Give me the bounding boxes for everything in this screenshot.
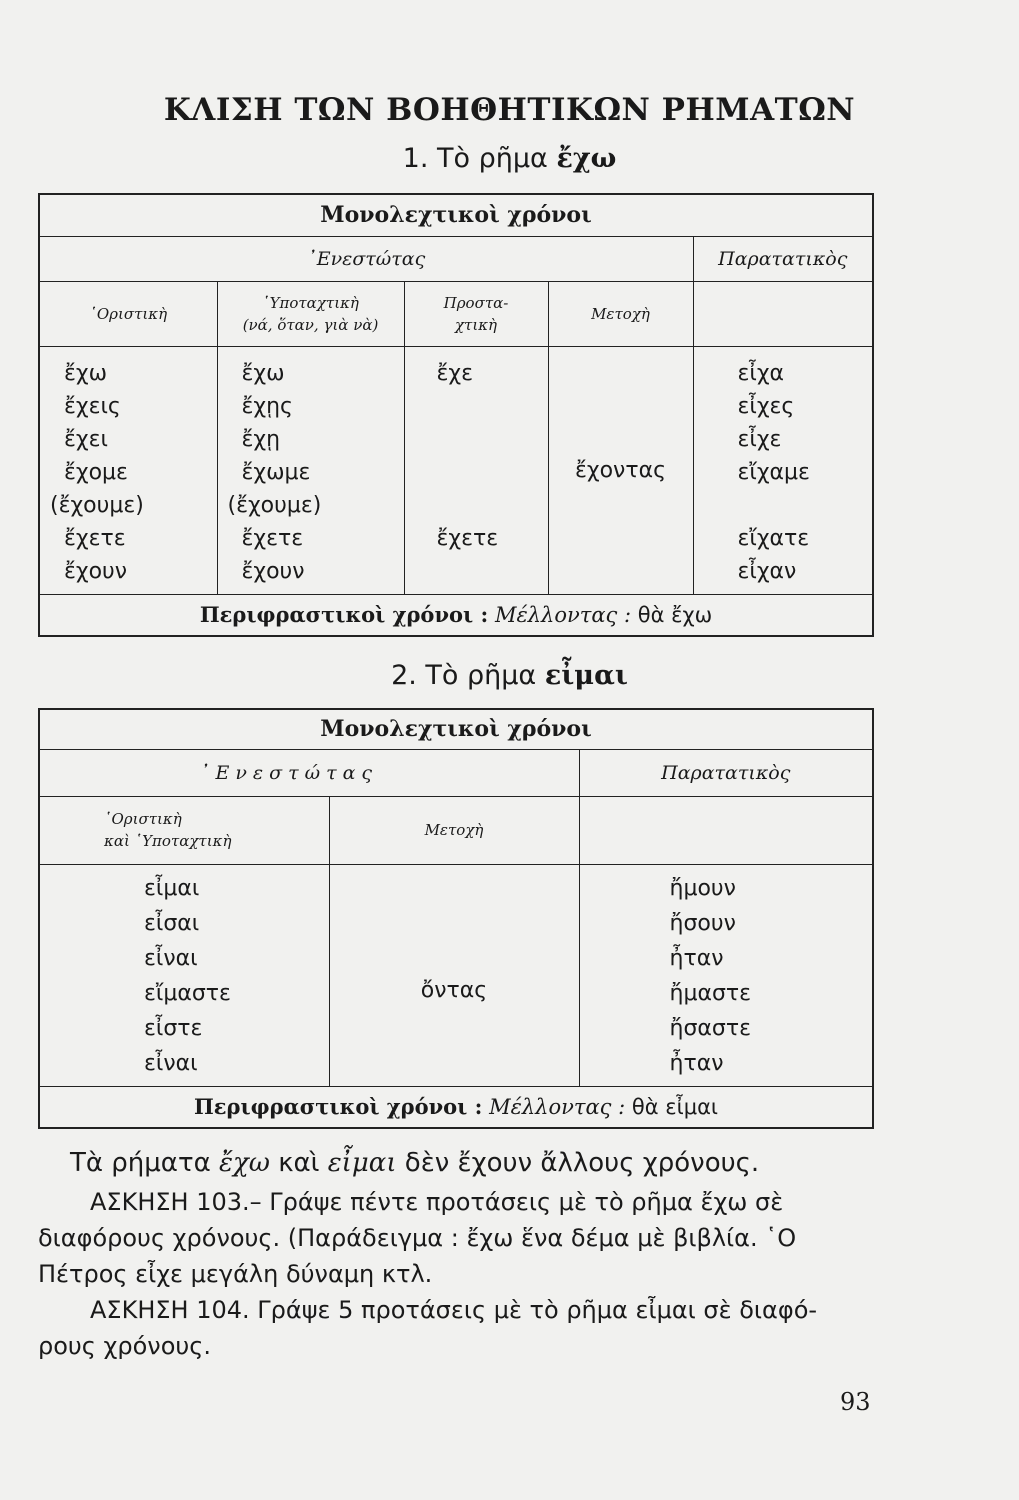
section1-heading-prefix: 1. Τὸ ρῆμα (402, 143, 548, 174)
table2-forms-cell (39, 864, 329, 1086)
note-verb1: ἔχω (219, 1148, 270, 1178)
table1-imperfect-cell (693, 346, 873, 594)
exercise-103-line1: ΑΣΚΗΣΗ 103.– Γράψε πέντε προτάσεις μὲ τὸ ρῆμα ἔχω σὲ (90, 1188, 784, 1216)
list-item: ἔχῃς (241, 393, 293, 419)
table1-participle-cell (548, 346, 693, 594)
table2-col-empty (579, 796, 873, 864)
table2-col-participle: Μετοχὴ (329, 796, 579, 864)
list-item: εἴχαμε (737, 459, 810, 485)
page-number: 93 (840, 1388, 871, 1416)
list-item: εἶχε (737, 426, 782, 452)
list-item: εἶστε (144, 1015, 203, 1041)
section2-heading-verb: εἶμαι (544, 660, 628, 691)
periphrastic-label: Περιφραστικοὶ χρόνοι : (193, 1094, 483, 1120)
list-item: εἴμαστε (144, 980, 231, 1006)
note-part3: δὲν ἔχουν ἄλλους χρόνους. (404, 1148, 760, 1178)
periphrastic-tense: Μέλλοντας : (494, 603, 632, 628)
exercise-104 (38, 1292, 878, 1364)
col-subjunctive-line2: (νά, ὅταν, γιὰ νὰ) (242, 315, 379, 334)
col-subjunctive-line1: ῾Υποταχτικὴ (262, 293, 359, 312)
list-item: ἔχωμε (241, 459, 311, 485)
list-item: ἔχετε (241, 525, 304, 551)
list-item: ἔχετε (436, 525, 499, 551)
section2-heading (0, 660, 1019, 691)
section2-heading-prefix: 2. Τὸ ρῆμα (391, 660, 537, 691)
list-item: (ἔχουμε) (227, 492, 322, 518)
page-title: ΚΛΙΣΗ ΤΩΝ ΒΟΗΘΗΤΙΚΩΝ ΡΗΜΑΤΩΝ (163, 92, 856, 128)
participle-form: ἔχοντας (574, 457, 666, 483)
list-item: ἔχω (241, 360, 285, 386)
table1-title: Μονολεχτικοὶ χρόνοι (39, 194, 873, 236)
col-ind-subj-line1: ῾Οριστικὴ (104, 810, 182, 828)
table2-participle-cell (329, 864, 579, 1086)
list-item: ἔχομε (64, 459, 128, 485)
exercise-103-line3: Πέτρος εἶχε μεγάλη δύναμη κτλ. (38, 1260, 433, 1288)
list-item: εἶχες (737, 393, 795, 419)
periphrastic-form: θὰ ἔχω (637, 603, 713, 628)
section1-heading (0, 143, 1019, 174)
table2-imperfect-cell (579, 864, 873, 1086)
periphrastic-form: θὰ εἶμαι (631, 1095, 719, 1120)
list-item: ἔχουν (241, 558, 305, 584)
table1-col-empty (693, 281, 873, 346)
list-item: ἤσουν (669, 910, 736, 936)
table1-col-subjunctive (217, 281, 404, 346)
periphrastic-tense: Μέλλοντας : (489, 1095, 626, 1120)
list-item: εἶμαι (144, 875, 200, 901)
list-item: εἶσαι (144, 910, 200, 936)
list-item: ἤμουν (669, 875, 736, 901)
table-echo (38, 193, 874, 637)
participle-form: ὄντας (420, 977, 488, 1003)
note-part2: καὶ (278, 1148, 320, 1178)
list-item: ἔχουν (64, 558, 128, 584)
list-item: εἶχαν (737, 558, 797, 584)
table2-title: Μονολεχτικοὶ χρόνοι (39, 709, 873, 749)
table2-imperfect-header: Παρατατικὸς (579, 749, 873, 796)
table1-present-header: ᾿Ενεστώτας (39, 236, 693, 281)
table2-periphrastic-row (39, 1086, 873, 1128)
list-item: (ἔχουμε) (50, 492, 144, 518)
note-sentence (70, 1145, 759, 1181)
list-item: ἔχῃ (241, 426, 281, 452)
list-item: ἤσαστε (669, 1015, 751, 1041)
section1-heading-verb: ἔχω (556, 143, 617, 174)
exercise-103 (38, 1184, 878, 1292)
note-part1: Τὰ ρήματα (70, 1148, 211, 1178)
table2-present-header: ᾿Ενεστώτας (39, 749, 579, 796)
list-item: εἶναι (144, 945, 198, 971)
exercise-104-line1: ΑΣΚΗΣΗ 104. Γράψε 5 προτάσεις μὲ τὸ ρῆμα εἶμαι σὲ διαφό- (90, 1296, 818, 1324)
list-item: ἦταν (669, 945, 724, 971)
table1-imperative-cell (404, 346, 548, 594)
table2-col-ind-subj (39, 796, 329, 864)
table1-col-participle: Μετοχὴ (548, 281, 693, 346)
table1-col-indicative: ῾Οριστικὴ (39, 281, 217, 346)
list-item: ἦταν (669, 1050, 724, 1076)
list-item: ἔχε (436, 360, 473, 386)
list-item: ἔχει (64, 426, 108, 452)
list-item: ἤμαστε (669, 980, 752, 1006)
table1-subjunctive-cell (217, 346, 404, 594)
list-item: ἔχεις (64, 393, 121, 419)
note-verb2: εἶμαι (327, 1148, 397, 1178)
periphrastic-label: Περιφραστικοὶ χρόνοι : (199, 602, 489, 628)
list-item: εἶχα (737, 360, 785, 386)
col-imperative-line1: Προστα- (443, 293, 509, 312)
list-item: ἔχω (64, 360, 108, 386)
table1-col-imperative (404, 281, 548, 346)
exercise-103-line2: διαφόρους χρόνους. (Παράδειγμα : ἔχω ἕνα δέμα μὲ βιβλία. ῾Ο (38, 1224, 797, 1252)
col-ind-subj-line2: καὶ ῾Υποταχτικὴ (104, 832, 232, 850)
table1-indicative-cell (39, 346, 217, 594)
list-item: εἶναι (144, 1050, 198, 1076)
table1-imperfect-header: Παρατατικὸς (693, 236, 873, 281)
list-item: εἴχατε (737, 525, 810, 551)
col-imperative-line2: χτικὴ (454, 315, 498, 334)
list-item: ἔχετε (64, 525, 126, 551)
table-eimai (38, 708, 874, 1129)
table1-periphrastic-row (39, 594, 873, 636)
exercise-104-line2: ρους χρόνους. (38, 1332, 211, 1360)
